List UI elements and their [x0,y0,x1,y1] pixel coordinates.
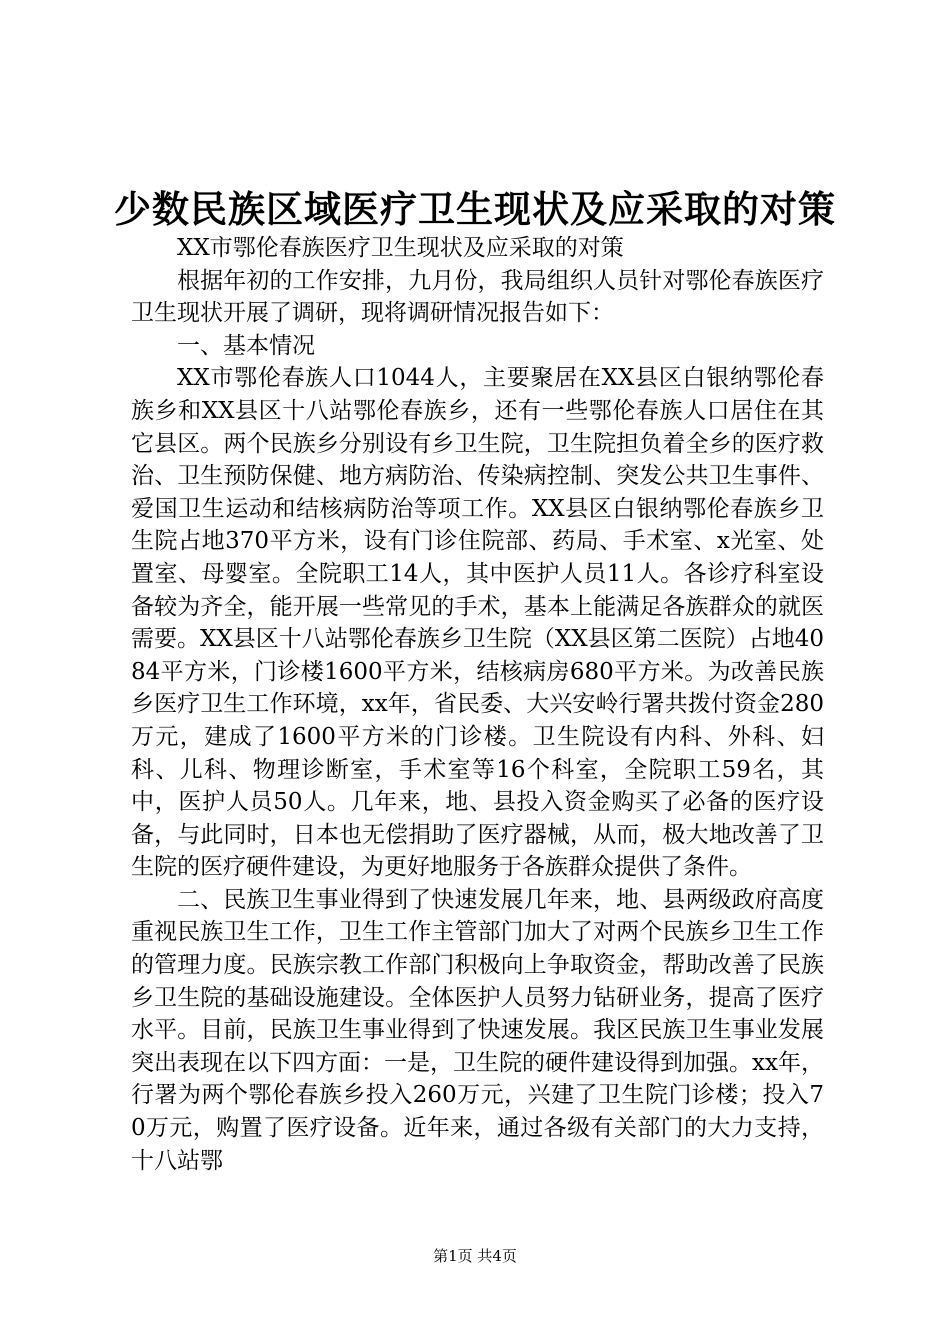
development-paragraph: 二、民族卫生事业得到了快速发展几年来，地、县两级政府高度重视民族卫生工作，卫生工作主管部门加大了对两个民族乡卫生工作的管理力度。民族宗教工作部门积极向上争取资金，帮助改善了民族乡卫生院的基础设施建设。全体医护人员努力钻研业务，提高了医疗水平。目前，民族卫生事业得到了快速发展。我区民族卫生事业发展突出表现在以下四方面：一是，卫生院的硬件建设得到加强。xx年，行署为两个鄂伦春族乡投入260万元，兴建了卫生院门诊楼；投入70万元，购置了医疗设备。近年来，通过各级有关部门的大力支持，十八站鄂 [131,886,824,1174]
page-number-footer: 第1页 共4页 [433,1247,517,1265]
document-title: 少数民族区域医疗卫生现状及应采取的对策 [114,187,836,231]
basic-situation-paragraph: XX市鄂伦春族人口1044人，主要聚居在XX县区白银纳鄂伦春族乡和XX县区十八站鄂伦春族乡，还有一些鄂伦春族人口居住在其它县区。两个民族乡分别设有乡卫生院，卫生院担负着全乡的医疗救治、卫生预防保健、地方病防治、传染病控制、突发公共卫生事件、爱国卫生运动和结核病防治等项工作。XX县区白银纳鄂伦春族乡卫生院占地370平方米，设有门诊住院部、药局、手术室、x光室、处置室、母婴室。全院职工14人，其中医护人员11人。各诊疗科室设备较为齐全，能开展一些常见的手术，基本上能满足各族群众的就医需要。XX县区十八站鄂伦春族乡卫生院（XX县区第二医院）占地4084平方米，门诊楼1600平方米，结核病房680平方米。为改善民族乡医疗卫生工作环境，xx年，省民委、大兴安岭行署共拨付资金280万元，建成了1600平方米的门诊楼。卫生院设有内科、外科、妇科、儿科、物理诊断室，手术室等16个科室，全院职工59名，其中，医护人员50人。几年来，地、县投入资金购买了必备的医疗设备，与此同时，日本也无偿捐助了医疗器械，从而，极大地改善了卫生院的医疗硬件建设，为更好地服务于各族群众提供了条件。 [131,365,824,881]
document-body [131,232,824,1177]
intro-paragraph: 根据年初的工作安排，九月份，我局组织人员针对鄂伦春族医疗卫生现状开展了调研，现将调研情况报告如下： [131,267,824,327]
section-heading-basic: 一、基本情况 [177,332,315,359]
subtitle-paragraph: XX市鄂伦春族医疗卫生现状及应采取的对策 [177,235,624,261]
